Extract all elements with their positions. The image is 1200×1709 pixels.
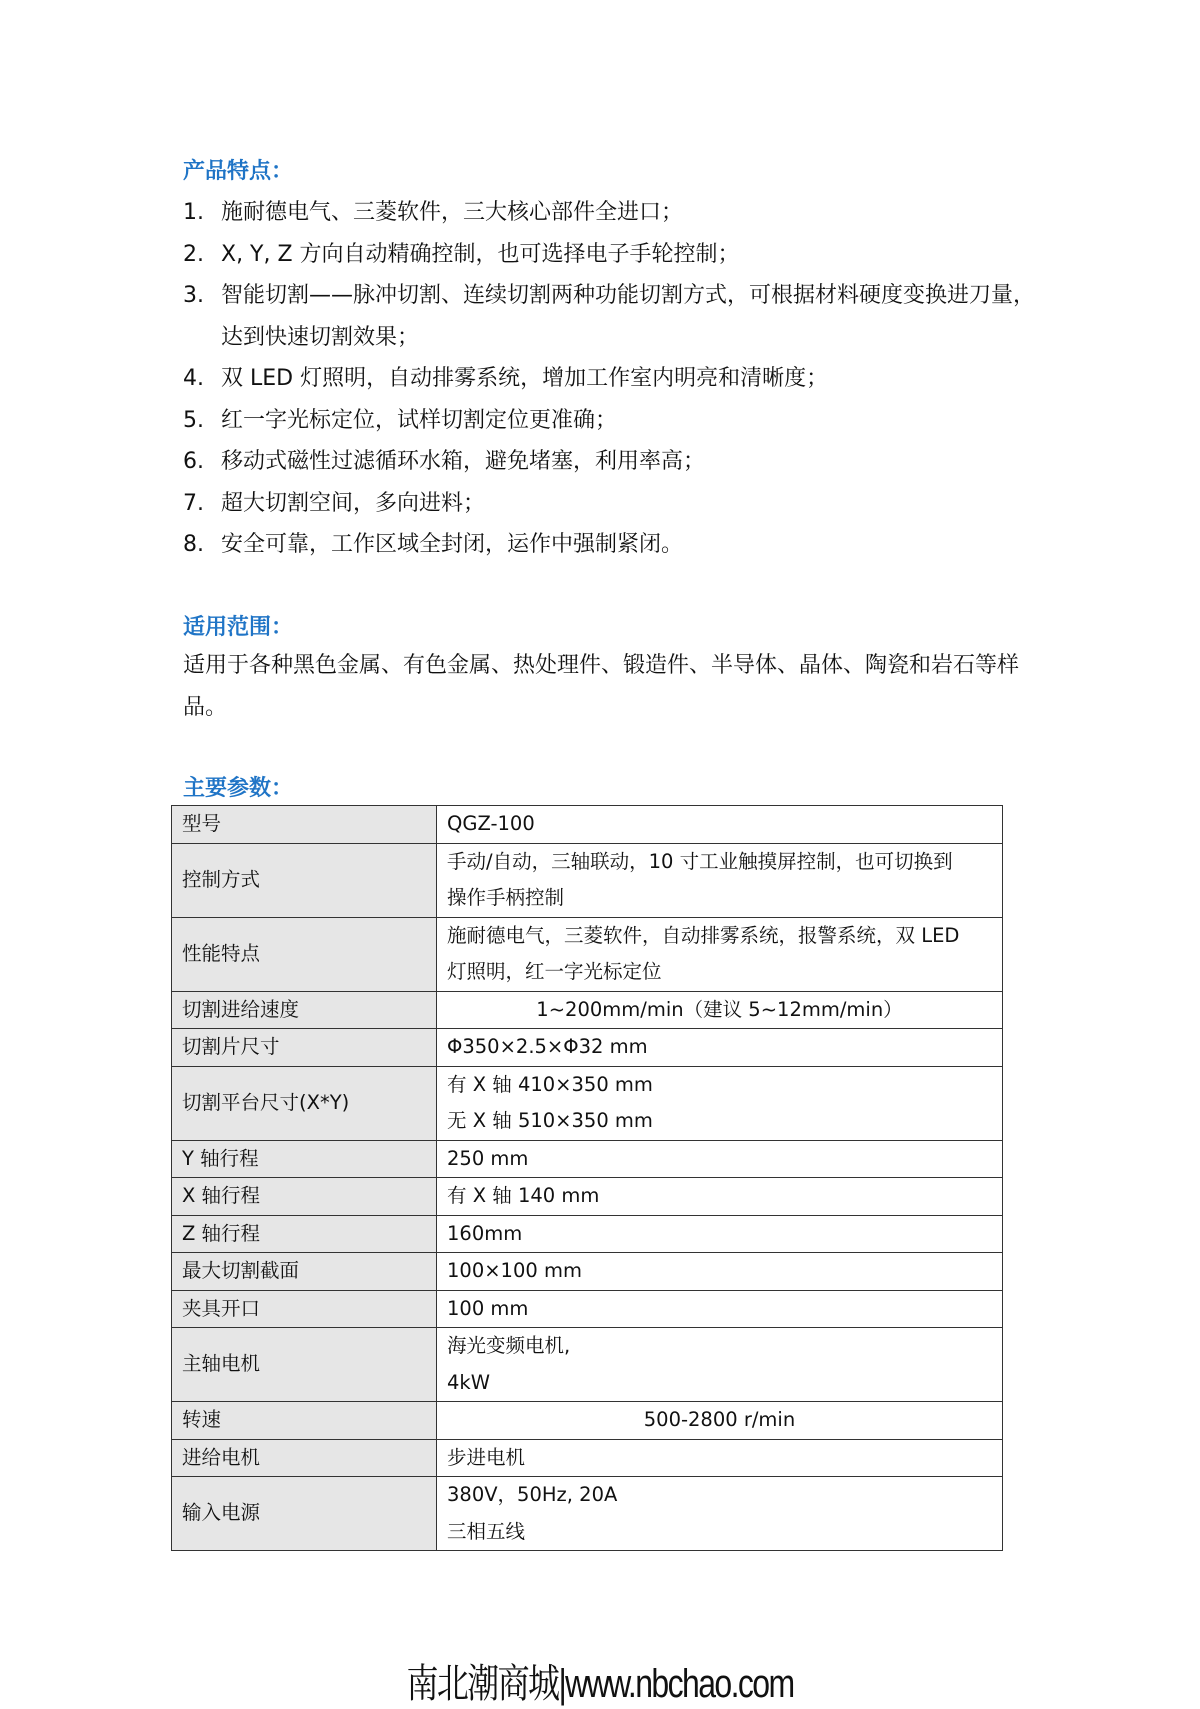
param-value-line: 无 X 轴 510×350 mm bbox=[447, 1109, 653, 1132]
features-heading: 产品特点： bbox=[183, 159, 294, 184]
param-value-line: 250 mm bbox=[447, 1146, 529, 1170]
param-value bbox=[437, 1178, 1003, 1216]
param-label: 进给电机 bbox=[172, 1439, 437, 1477]
param-value bbox=[437, 1140, 1003, 1178]
param-value-line: 380V，50Hz, 20A bbox=[447, 1483, 618, 1506]
feature-item bbox=[183, 400, 1043, 442]
param-value bbox=[437, 1066, 1003, 1140]
param-label: 切割进给速度 bbox=[172, 991, 437, 1029]
item-text: 移动式磁性过滤循环水箱，避免堵塞，利用率高； bbox=[221, 449, 706, 474]
param-value bbox=[437, 843, 1003, 917]
item-number: 8. bbox=[183, 532, 204, 557]
item-text: 施耐德电气、三菱软件，三大核心部件全进口； bbox=[221, 200, 684, 225]
table-row bbox=[172, 1140, 1003, 1178]
param-label: 切割平台尺寸(X*Y) bbox=[172, 1066, 437, 1140]
param-value-line: 施耐德电气，三菱软件，自动排雾系统，报警系统，双 LED bbox=[447, 923, 960, 947]
item-number: 1. bbox=[183, 200, 204, 225]
param-value-line: 有 X 轴 410×350 mm bbox=[447, 1072, 653, 1096]
param-label: Z 轴行程 bbox=[172, 1215, 437, 1253]
feature-item bbox=[183, 358, 1043, 400]
param-value-line: 操作手柄控制 bbox=[447, 886, 565, 909]
scope-text: 适用于各种黑色金属、有色金属、热处理件、锻造件、半导体、晶体、陶瓷和岩石等样品。 bbox=[183, 653, 1020, 720]
param-value-line: 手动/自动，三轴联动，10 寸工业触摸屏控制，也可切换到 bbox=[447, 849, 953, 873]
param-value bbox=[437, 806, 1003, 844]
feature-item bbox=[183, 234, 1043, 276]
table-row bbox=[172, 991, 1003, 1029]
table-row bbox=[172, 1439, 1003, 1477]
param-value bbox=[437, 1253, 1003, 1291]
param-label: 性能特点 bbox=[172, 917, 437, 991]
param-value-line: 海光变频电机, bbox=[447, 1334, 571, 1357]
features-list bbox=[183, 192, 1043, 566]
param-value bbox=[437, 991, 1003, 1029]
params-heading: 主要参数： bbox=[183, 776, 294, 801]
table-row bbox=[172, 1215, 1003, 1253]
param-label: 控制方式 bbox=[172, 843, 437, 917]
param-value-line: 500-2800 r/min bbox=[643, 1408, 796, 1431]
param-label: 转速 bbox=[172, 1402, 437, 1440]
param-value-line: 100×100 mm bbox=[447, 1259, 582, 1282]
feature-item bbox=[183, 192, 1043, 234]
param-value-line: 三相五线 bbox=[447, 1519, 526, 1543]
params-table bbox=[171, 805, 1003, 1551]
table-row bbox=[172, 1178, 1003, 1216]
scope-heading: 适用范围： bbox=[183, 615, 294, 640]
table-row bbox=[172, 1328, 1003, 1402]
item-number: 7. bbox=[183, 490, 204, 516]
param-value-line: QGZ-100 bbox=[447, 812, 535, 835]
param-value-line: Φ350×2.5×Φ32 mm bbox=[447, 1035, 648, 1058]
feature-item bbox=[183, 275, 1043, 358]
param-value-line: 步进电机 bbox=[447, 1445, 526, 1469]
table-row bbox=[172, 1253, 1003, 1291]
item-text: X, Y, Z 方向自动精确控制，也可选择电子手轮控制； bbox=[221, 241, 740, 267]
param-label: X 轴行程 bbox=[172, 1178, 437, 1216]
param-label: 切割片尺寸 bbox=[172, 1029, 437, 1067]
param-label: 主轴电机 bbox=[172, 1328, 437, 1402]
item-text: 红一字光标定位，试样切割定位更准确； bbox=[221, 407, 618, 433]
item-number: 2. bbox=[183, 241, 204, 267]
param-value bbox=[437, 1029, 1003, 1067]
param-value-line: 1~200mm/min（建议 5~12mm/min） bbox=[536, 997, 903, 1021]
param-value bbox=[437, 917, 1003, 991]
param-value-line: 100 mm bbox=[447, 1296, 529, 1320]
param-label: 型号 bbox=[172, 806, 437, 844]
table-row bbox=[172, 1029, 1003, 1067]
feature-item bbox=[183, 524, 1043, 566]
footer-watermark: 南北潮商城|www.nbchao.com bbox=[406, 1662, 794, 1706]
param-value-line: 有 X 轴 140 mm bbox=[447, 1184, 600, 1207]
item-text: 智能切割——脉冲切割、连续切割两种功能切割方式，可根据材料硬度变换进刀量，达到快速切割效果； bbox=[221, 283, 1036, 350]
param-value bbox=[437, 1215, 1003, 1253]
param-value bbox=[437, 1439, 1003, 1477]
table-row bbox=[172, 917, 1003, 991]
table-row bbox=[172, 1290, 1003, 1328]
table-row bbox=[172, 1066, 1003, 1140]
param-value bbox=[437, 1402, 1003, 1440]
param-value-line: 160mm bbox=[447, 1221, 523, 1245]
table-row bbox=[172, 806, 1003, 844]
param-value bbox=[437, 1328, 1003, 1402]
item-number: 5. bbox=[183, 407, 204, 433]
param-value-line: 灯照明，红一字光标定位 bbox=[447, 960, 662, 983]
param-value bbox=[437, 1477, 1003, 1551]
item-text: 安全可靠，工作区域全封闭，运作中强制紧闭。 bbox=[221, 532, 684, 557]
item-number: 6. bbox=[183, 449, 204, 474]
table-row bbox=[172, 843, 1003, 917]
param-label: 最大切割截面 bbox=[172, 1253, 437, 1291]
param-value bbox=[437, 1290, 1003, 1328]
param-label: 夹具开口 bbox=[172, 1290, 437, 1328]
item-number: 4. bbox=[183, 366, 204, 391]
feature-item bbox=[183, 483, 1043, 525]
item-text: 双 LED 灯照明，自动排雾系统，增加工作室内明亮和清晰度； bbox=[221, 366, 829, 391]
param-label: 输入电源 bbox=[172, 1477, 437, 1551]
param-value-line: 4kW bbox=[447, 1370, 490, 1394]
table-row bbox=[172, 1477, 1003, 1551]
item-number: 3. bbox=[183, 283, 204, 308]
param-label: Y 轴行程 bbox=[172, 1140, 437, 1178]
feature-item bbox=[183, 441, 1043, 483]
table-row bbox=[172, 1402, 1003, 1440]
item-text: 超大切割空间，多向进料； bbox=[221, 490, 486, 516]
